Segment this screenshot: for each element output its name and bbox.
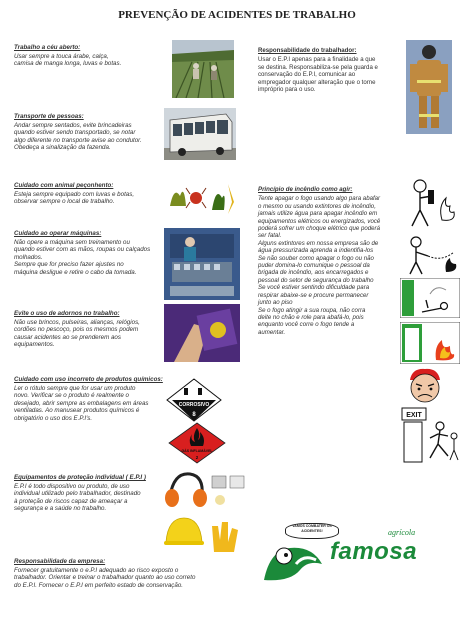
block-adornos: Evite o uso de adornos no trabalho: Não use brincos, pulseiras, alianças, relógios, cordões no pescoço, pois os mesmos podem causar acidentes ao se prenderem aos equipamentos. bbox=[14, 310, 140, 349]
block-animal-peconhento: Cuidado com animal peçonhento: Esteja sempre equipado com luvas e botas, observar sempre o local de trabalho. bbox=[14, 182, 135, 206]
heading-trabalho: Trabalho a céu aberto: bbox=[14, 44, 81, 51]
helmet-gloves-photo bbox=[162, 512, 252, 556]
block-maquinas: Cuidado ao operar máquinas: Não opere a máquina sem treinamento ou quando estiver com as mãos, roupas ou calçados molhados. Sempre que for preciso fazer ajustes no máquina desligue e retire o cabo da tomada. bbox=[14, 230, 151, 276]
field-workers-photo bbox=[172, 40, 234, 98]
exit-door-cartoon bbox=[400, 322, 460, 364]
logo-subtitle: agrícola bbox=[388, 528, 416, 537]
page-title: PREVENÇÃO DE ACIDENTES DE TRABALHO bbox=[118, 9, 356, 21]
venomous-animals-illustration bbox=[166, 176, 240, 220]
block-epi: Equipamentos de proteção individual ( E.P.I ) E.P.I é todo dispositivo ou produto, de uso individual utilizado pelo trabalhador, destinado à proteção de riscos capaz de ameaçar a segurança e a saúde no trabalho. bbox=[14, 474, 146, 513]
flammable-number: 2 bbox=[195, 455, 199, 460]
safety-slogan-badge: VAMOS COMBATER OS ACIDENTES! bbox=[285, 523, 339, 539]
famosa-logo: famosa bbox=[330, 538, 418, 565]
exit-sign-text: EXIT bbox=[406, 412, 422, 419]
firefighter-suit-photo bbox=[406, 40, 452, 134]
block-trabalho-ceu-aberto: Trabalho a céu aberto: Usar sempre a touca árabe, calça, camisa de manga longa, luvas e botas. bbox=[14, 44, 164, 68]
crawl-low-cartoon bbox=[400, 278, 460, 318]
block-transporte: Transporte de pessoas: Andar sempre sentados, evite brincadeiras quando estiver sendo transportado, se notar algo diferente no transporte avise ao condutor. Obedeça a sinalização da fazenda. bbox=[14, 113, 142, 152]
bus-photo bbox=[164, 108, 236, 160]
exit-running-cartoon bbox=[400, 406, 462, 464]
flammable-gas-sign bbox=[168, 422, 226, 464]
block-responsabilidade-empresa: Responsabilidade da empresa: Fornecer gratuitamente o e.P.I adequado ao risco exposto o trabalhador. Orientar e treinar o trabalhador quanto ao uso correto do E.P.I. Fornecer o E.P.I em perfeito estado de conservação. bbox=[14, 558, 196, 589]
block-quimicos: Cuidado com uso incorreto de produtos químicos: Ler o rótulo sempre que for usar um produto novo. Verificar se o produto é realmente o desejado, abrir sempre as embalagens em áreas ventiladas. Ao manusear produtos químicos é obrigatório o uso dos E.P.I's. bbox=[14, 376, 163, 422]
block-principio-incendio: Princípio de incêndio como agir: Tente apagar o fogo usando algo para abafar o mesmo ou usando extintores de incêndio, jamais utilize água para apagar incêndio em equipamentos elétricos ou energizados, você poderá sofrer um choque elétrico que poderá ser fatal. Alguns extintores em nossa empresa são de água pressurizada aprenda a indentifia-los Se não souber como apagar o fogo ou não puder domina-lo comunique o pessoal da brigada de incêndio, aos encarregados e pessoal do setor de segurança do trabalho Se você estiver sentindo dificuldade para respirar abaixe-se e procure permanecer junto ao piso Se o fogo atingir a sua roupa, não corra deite no chão e role para abafá-lo, pois enquanto você corre o fogo tende a aumentar. bbox=[258, 186, 381, 336]
corrosive-sign bbox=[166, 378, 222, 422]
corrosive-number: 8 bbox=[192, 412, 196, 418]
fire-extinguisher-cartoon bbox=[402, 176, 460, 230]
fire-hose-cartoon bbox=[402, 232, 460, 276]
flammable-label: GÁS INFLAMÁVEL bbox=[181, 449, 213, 453]
machine-operation-photo bbox=[164, 228, 240, 300]
block-responsabilidade-trabalhador: Responsabilidade do trabalhador: Usar o E.P.I apenas para a finalidade a que se destina. Responsabiliza-se pela guarda e conservação do E.P.I, comunicar ao empregador qualquer alteração que o torne impróprio para o uso. bbox=[258, 47, 378, 94]
angry-face-cartoon bbox=[404, 366, 446, 406]
epi-equipment-photo bbox=[162, 468, 252, 512]
hand-caught-in-machine-photo bbox=[164, 304, 240, 362]
corrosive-label: CORROSIVO bbox=[178, 402, 210, 408]
